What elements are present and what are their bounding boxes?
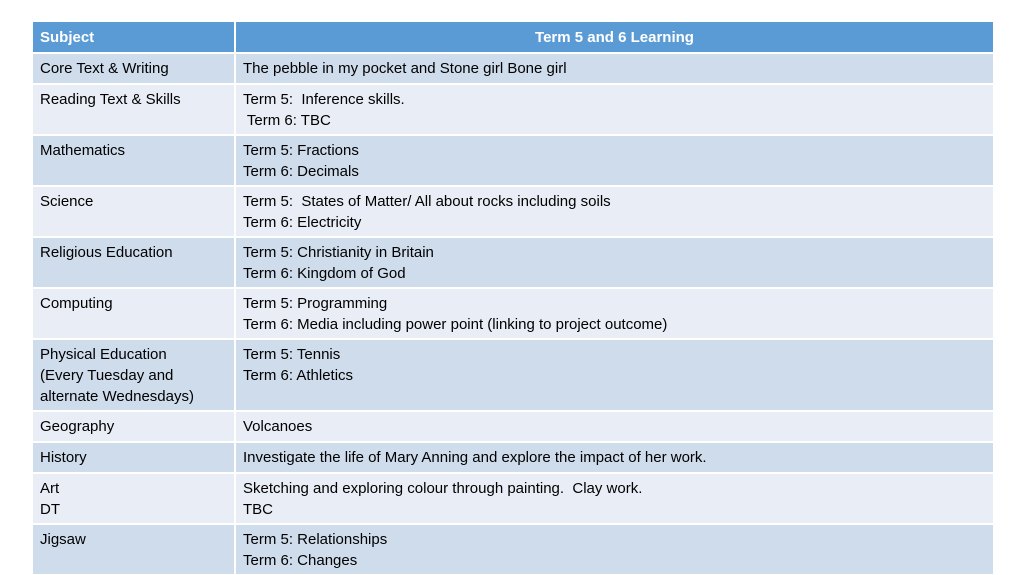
- learning-text: TBC: [243, 501, 273, 518]
- subject-cell: [33, 84, 235, 135]
- subject-cell: [33, 442, 235, 473]
- learning-text: Term 6: Electricity: [243, 214, 362, 231]
- table-body: [33, 53, 994, 575]
- learning-text: Term 6: Kingdom of God: [243, 265, 406, 282]
- learning-cell: [235, 288, 994, 339]
- curriculum-table: [33, 22, 995, 575]
- subject-cell: [33, 288, 235, 339]
- learning-cell: [235, 411, 994, 442]
- subject-text: Art: [40, 480, 60, 497]
- learning-text: Term 6: Changes: [243, 552, 358, 569]
- learning-text: Term 5: Fractions: [243, 142, 359, 159]
- table-row: [33, 288, 994, 339]
- column-header-term-learning: Term 5 and 6 Learning: [235, 22, 994, 53]
- learning-cell: [235, 84, 994, 135]
- learning-text: Term 6: Athletics: [243, 367, 354, 384]
- subject-text: alternate Wednesdays): [40, 388, 194, 405]
- subject-cell: [33, 339, 235, 411]
- table-row: [33, 135, 994, 186]
- subject-cell: [33, 135, 235, 186]
- learning-text: Term 5: Relationships: [243, 531, 388, 548]
- learning-cell: [235, 237, 994, 288]
- subject-text: Science: [40, 193, 94, 210]
- learning-cell: [235, 524, 994, 575]
- subject-text: Geography: [40, 418, 115, 435]
- subject-text: History: [40, 449, 87, 466]
- subject-text: Physical Education: [40, 346, 167, 363]
- learning-cell: [235, 473, 994, 524]
- table-row: [33, 442, 994, 473]
- table-row: [33, 53, 994, 84]
- learning-cell: [235, 339, 994, 411]
- subject-text: Core Text & Writing: [40, 60, 169, 77]
- subject-cell: [33, 53, 235, 84]
- learning-text: The pebble in my pocket and Stone girl Bone girl: [243, 60, 567, 77]
- subject-cell: [33, 186, 235, 237]
- learning-text: Term 6: Decimals: [243, 163, 359, 180]
- learning-text: Term 6: Media including power point (linking to project outcome): [243, 316, 668, 333]
- column-header-subject: Subject: [33, 22, 235, 53]
- subject-text: (Every Tuesday and: [40, 367, 174, 384]
- subject-text: DT: [40, 501, 60, 518]
- subject-cell: [33, 411, 235, 442]
- learning-text: Term 5: States of Matter/ All about rocks including soils: [243, 193, 611, 210]
- learning-cell: [235, 442, 994, 473]
- subject-cell: [33, 473, 235, 524]
- learning-text: Investigate the life of Mary Anning and explore the impact of her work.: [243, 449, 707, 466]
- subject-cell: [33, 524, 235, 575]
- learning-cell: [235, 135, 994, 186]
- table-row: [33, 473, 994, 524]
- subject-text: Computing: [40, 295, 113, 312]
- table-row: [33, 186, 994, 237]
- table-row: [33, 411, 994, 442]
- learning-cell: [235, 53, 994, 84]
- subject-cell: [33, 237, 235, 288]
- table-row: [33, 237, 994, 288]
- subject-text: Jigsaw: [40, 531, 86, 548]
- table-header-row: [33, 22, 994, 53]
- learning-text: Volcanoes: [243, 418, 313, 435]
- table-row: [33, 339, 994, 411]
- table-row: [33, 84, 994, 135]
- learning-text: Term 5: Christianity in Britain: [243, 244, 434, 261]
- learning-cell: [235, 186, 994, 237]
- learning-text: Term 5: Inference skills.: [243, 91, 405, 108]
- subject-text: Reading Text & Skills: [40, 91, 181, 108]
- subject-text: Mathematics: [40, 142, 126, 159]
- subject-text: Religious Education: [40, 244, 173, 261]
- learning-text: Term 6: TBC: [243, 112, 331, 129]
- learning-text: Sketching and exploring colour through painting. Clay work.: [243, 480, 643, 497]
- table-row: [33, 524, 994, 575]
- learning-text: Term 5: Programming: [243, 295, 388, 312]
- learning-text: Term 5: Tennis: [243, 346, 341, 363]
